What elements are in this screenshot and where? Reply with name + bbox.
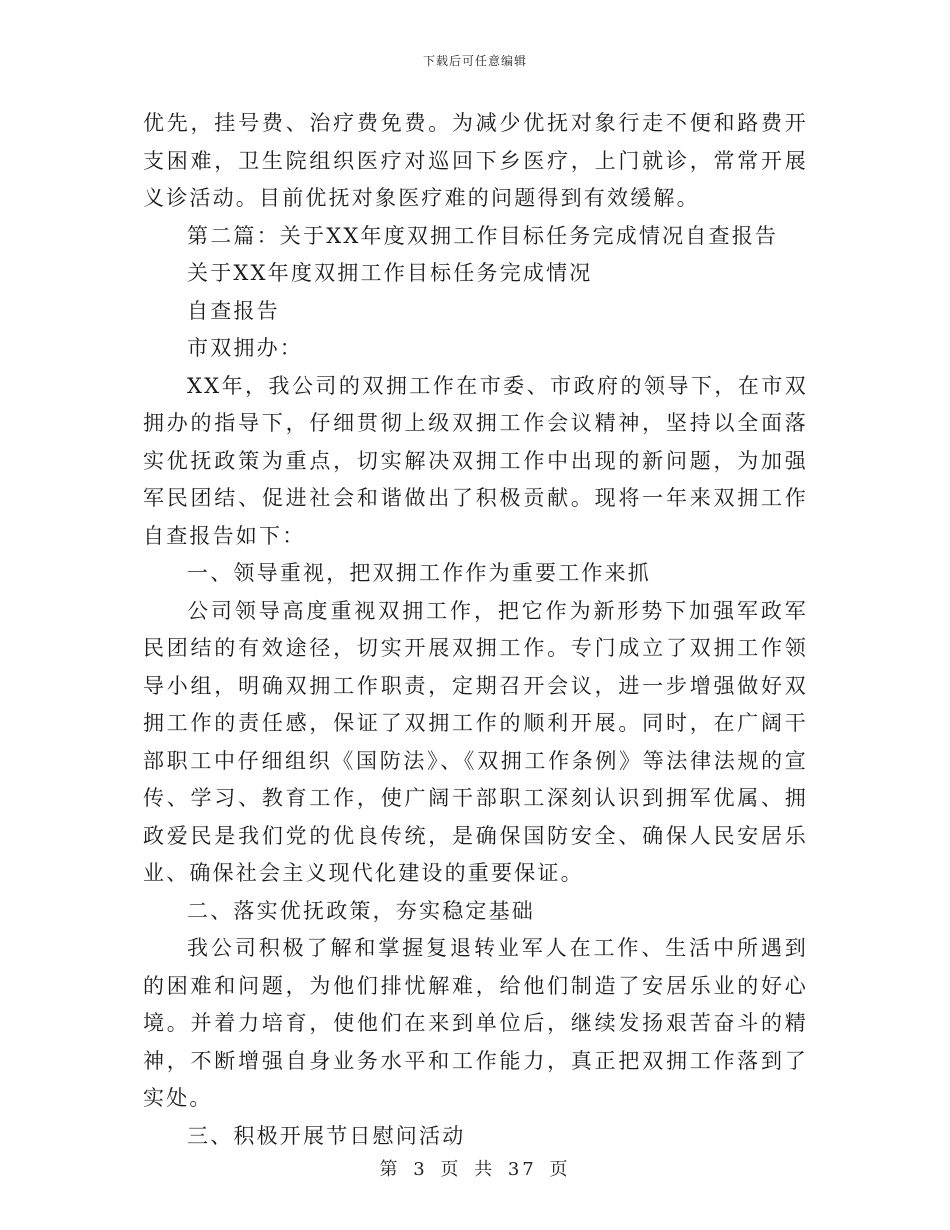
salutation: 市双拥办： [187, 336, 303, 360]
paragraph-continuation: 优先，挂号费、治疗费免费。为减少优抚对象行走不便和路费开支困难，卫生院组织医疗对巡回下乡医疗，上门就诊，常常开展义诊活动。目前优抚对象医疗难的问题得到有效缓解。 [143, 111, 808, 210]
page-header: 下载后可任意编辑 [422, 54, 527, 68]
document-body [143, 105, 808, 1155]
paragraph-section-1: 公司领导高度重视双拥工作，把它作为新形势下加强军政军民团结的有效途径，切实开展双拥工作。专门成立了双拥工作领导小组，明确双拥工作职责，定期召开会议，进一步增强做好双拥工作的责任感，保证了双拥工作的顺利开展。同时，在广阔干部职工中仔细组织《国防法》、《双拥工作条例》等法律法规的宣传、学习、教育工作，使广阔干部职工深刻认识到拥军优属、拥政爱民是我们党的优良传统，是确保国防安全、确保人民安居乐业、确保社会主义现代化建设的重要保证。 [143, 598, 808, 885]
paragraph-intro: XX年，我公司的双拥工作在市委、市政府的领导下，在市双拥办的指导下，仔细贯彻上级双拥工作会议精神，坚持以全面落实优抚政策为重点，切实解决双拥工作中出现的新问题，为加强军民团结、促进社会和谐做出了积极贡献。现将一年来双拥工作自查报告如下： [143, 373, 808, 548]
report-title-line-2: 自查报告 [187, 298, 280, 323]
page-number-footer: 第 3 页 共 37 页 [379, 1159, 571, 1180]
heading-section-3: 三、积极开展节日慰问活动 [187, 1123, 466, 1148]
heading-section-1: 一、领导重视，把双拥工作作为重要工作来抓 [187, 561, 651, 585]
section-title-part-two: 第二篇：关于XX年度双拥工作目标任务完成情况自查报告 [187, 223, 779, 248]
report-title-line-1: 关于XX年度双拥工作目标任务完成情况 [187, 261, 593, 285]
paragraph-section-2: 我公司积极了解和掌握复退转业军人在工作、生活中所遇到的困难和问题，为他们排忧解难，给他们制造了安居乐业的好心境。并着力培育，使他们在来到单位后，继续发扬艰苦奋斗的精神，不断增强自身业务水平和工作能力，真正把双拥工作落到了实处。 [143, 936, 808, 1110]
heading-section-2: 二、落实优抚政策，夯实稳定基础 [187, 898, 535, 923]
